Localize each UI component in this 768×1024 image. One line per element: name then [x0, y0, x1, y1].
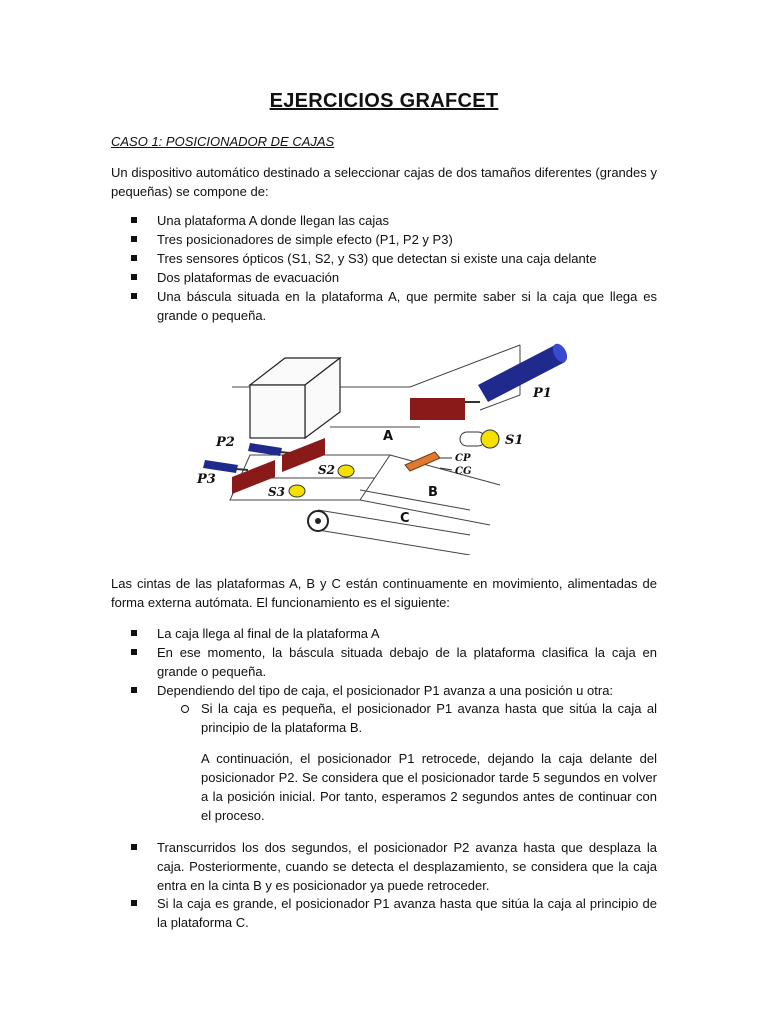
box-positioner-diagram — [195, 335, 580, 555]
list-item: Una plataforma A donde llegan las cajas — [157, 213, 389, 228]
list-item: Dependiendo del tipo de caja, el posicionador P1 avanza a una posición u otra: — [157, 683, 614, 698]
list-item: Tres posicionadores de simple efecto (P1, P2 y P3) — [157, 232, 453, 247]
label-cg: CG — [455, 466, 472, 477]
bullet-marker — [131, 255, 137, 261]
p2-cylinder — [248, 443, 282, 456]
bullet-marker — [131, 687, 137, 693]
label-c: C — [400, 511, 410, 526]
bullet-marker — [131, 630, 137, 636]
label-cp: CP — [455, 453, 471, 464]
label-b: B — [428, 485, 438, 500]
bullet-marker — [131, 236, 137, 242]
operation-paragraph: Las cintas de las plataformas A, B y C están continuamente en movimiento, alimentadas de forma externa autómata. El funcionamiento es el siguiente: — [111, 576, 657, 610]
list-item: Tres sensores ópticos (S1, S2, y S3) que detectan si existe una caja delante — [157, 251, 597, 266]
list-item: En ese momento, la báscula situada debajo de la plataforma clasifica la caja en grande o pequeña. — [157, 645, 657, 679]
label-p2: P2 — [216, 435, 235, 450]
list-item: Dos plataformas de evacuación — [157, 270, 340, 285]
bullet-marker — [131, 649, 137, 655]
bullet-marker — [131, 274, 137, 280]
list-item: Una báscula situada en la plataforma A, que permite saber si la caja que llega es grande o pequeña. — [157, 289, 657, 323]
p1-plate — [410, 398, 465, 420]
bullet-marker — [131, 844, 137, 850]
label-p3: P3 — [197, 472, 216, 487]
label-s1: S1 — [505, 433, 524, 448]
s1-sensor — [481, 430, 499, 448]
s3-sensor — [289, 485, 305, 497]
label-s3: S3 — [268, 485, 286, 499]
bullet-marker — [131, 900, 137, 906]
list-item: Transcurridos los dos segundos, el posicionador P2 avanza hasta que desplaza la caja. Posteriormente, cuando se detecta el desplazamiento, se considera que la caja entra en la cinta B y es posicionador ya puede retroceder. — [157, 840, 657, 893]
bullet-marker — [131, 217, 137, 223]
scale-plate — [405, 452, 440, 471]
sub-list-item: Si la caja es pequeña, el posicionador P1 avanza hasta que sitúa la caja al principio de la plataforma B. — [201, 701, 657, 735]
label-p1: P1 — [533, 386, 552, 401]
bullet-marker — [131, 293, 137, 299]
s2-sensor — [338, 465, 354, 477]
intro-paragraph: Un dispositivo automático destinado a seleccionar cajas de dos tamaños diferentes (grandes y pequeñas) se compone de: — [111, 165, 657, 199]
sub-list-paragraph: A continuación, el posicionador P1 retrocede, dejando la caja delante del posicionador P2. Se considera que el posicionador tarde 5 segundos en volver a la posición inicial. Por tanto, esperamos 2 segundos antes de continuar con el proceso. — [201, 751, 657, 823]
label-s2: S2 — [318, 463, 336, 477]
page-title: EJERCICIOS GRAFCET — [269, 90, 499, 112]
list-item: Si la caja es grande, el posicionador P1 avanza hasta que sitúa la caja al principio de la plataforma C. — [157, 896, 657, 930]
list-item: La caja llega al final de la plataforma A — [157, 626, 380, 641]
p1-cylinder — [478, 345, 565, 402]
sub-bullet-marker — [181, 705, 189, 713]
label-a: A — [383, 429, 394, 444]
section-heading: CASO 1: POSICIONADOR DE CAJAS — [111, 134, 335, 149]
